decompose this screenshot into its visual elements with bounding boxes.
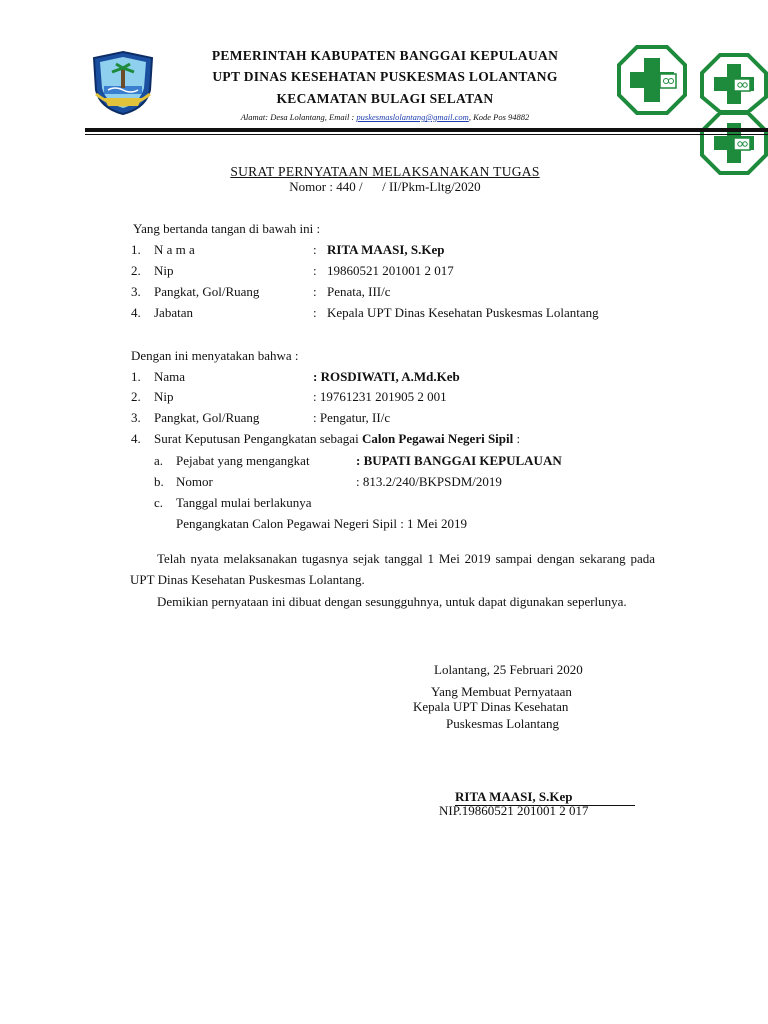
signer-num-4: 4.	[131, 305, 141, 320]
signer-sep-4: :	[313, 305, 317, 320]
sk-item-b-label: Nomor	[176, 474, 213, 489]
subject-intro: Dengan ini menyatakan bahwa :	[131, 348, 299, 363]
signature-line-3: Puskesmas Lolantang	[446, 716, 560, 731]
header-line-2: UPT DINAS KESEHATAN PUSKESMAS LOLANTANG	[212, 69, 558, 84]
sk-item-a-label: Pejabat yang mengangkat	[176, 453, 310, 468]
signer-value-nip: 19860521 201001 2 017	[327, 263, 454, 278]
sk-item-c-line2: Pengangkatan Calon Pegawai Negeri Sipil : 1 Mei 2019	[176, 516, 468, 531]
sk-item-a-value: : BUPATI BANGGAI KEPULAUAN	[356, 453, 562, 468]
sk-text-bold: Calon Pegawai Negeri Sipil	[361, 431, 514, 446]
email-link[interactable]: puskesmaslolantang@gmail.com	[356, 112, 469, 122]
signer-label-position: Jabatan	[154, 305, 193, 320]
header-line-1: PEMERINTAH KABUPATEN BANGGAI KEPULAUAN	[211, 48, 559, 63]
puskesmas-logo-3	[700, 110, 768, 176]
signer-label-rank: Pangkat, Gol/Ruang	[154, 284, 260, 299]
signer-value-name: RITA MAASI, S.Kep	[327, 242, 445, 257]
signer-label-nip: Nip	[154, 263, 174, 278]
signer-intro: Yang bertanda tangan di bawah ini :	[133, 221, 321, 236]
signer-value-rank: Penata, III/c	[327, 284, 391, 299]
header-divider-thin	[85, 134, 768, 135]
sk-text-prefix: Surat Keputusan Pengangkatan sebagai	[154, 431, 359, 446]
regency-emblem	[88, 50, 158, 116]
puskesmas-logo-1	[616, 44, 688, 116]
header-address	[150, 112, 620, 122]
sk-text-suffix: :	[516, 431, 521, 446]
signer-sep-2: :	[313, 263, 317, 278]
signer-value-position: Kepala UPT Dinas Kesehatan Puskesmas Lolantang	[327, 305, 599, 320]
signer-num-1: 1.	[131, 242, 141, 257]
signer-num-2: 2.	[131, 263, 141, 278]
signer-sep-1: :	[313, 242, 317, 257]
header-divider-thick	[85, 128, 768, 132]
subject-num-3: 3.	[131, 410, 141, 425]
address-prefix: Alamat: Desa Lolantang, Email :	[240, 112, 355, 122]
header-line-3: KECAMATAN BULAGI SELATAN	[276, 91, 494, 106]
address-suffix: , Kode Pos 94882	[468, 112, 530, 122]
signature-line-1: Yang Membuat Pernyataan	[431, 684, 572, 699]
subject-value-rank: : Pengatur, II/c	[313, 410, 391, 425]
puskesmas-logo-2	[700, 52, 768, 112]
statement-paragraph: Telah nyata melaksanakan tugasnya sejak tanggal 1 Mei 2019 sampai dengan sekarang pada UPT Dinas Kesehatan Puskesmas Lolantang.	[130, 551, 655, 587]
document-title: SURAT PERNYATAAN MELAKSANAKAN TUGAS	[230, 164, 540, 179]
signer-num-3: 3.	[131, 284, 141, 299]
subject-num-2: 2.	[131, 389, 141, 404]
place-date: Lolantang, 25 Februari 2020	[434, 662, 583, 677]
closing-paragraph: Demikian pernyataan ini dibuat dengan sesungguhnya, untuk dapat digunakan seperlunya.	[157, 594, 627, 609]
sk-item-c-letter: c.	[154, 495, 164, 510]
document-number: Nomor : 440 / / II/Pkm-Lltg/2020	[289, 179, 481, 194]
signatory-nip: NIP.19860521 201001 2 017	[439, 803, 589, 818]
sk-item-a-letter: a.	[154, 453, 164, 468]
signer-sep-3: :	[313, 284, 317, 299]
sk-item-b-value: : 813.2/240/BKPSDM/2019	[356, 474, 502, 489]
subject-label-name: Nama	[154, 369, 186, 384]
sk-line	[154, 431, 520, 447]
subject-label-rank: Pangkat, Gol/Ruang	[154, 410, 260, 425]
subject-label-nip: Nip	[154, 389, 174, 404]
subject-value-name: : ROSDIWATI, A.Md.Keb	[313, 369, 460, 384]
subject-num-1: 1.	[131, 369, 141, 384]
signatory-name-text: RITA MAASI, S.Kep	[455, 789, 573, 804]
signer-label-name: N a m a	[154, 242, 195, 257]
sk-item-c-label: Tanggal mulai berlakunya	[176, 495, 312, 510]
signature-line-2: Kepala UPT Dinas Kesehatan	[413, 699, 569, 714]
sk-item-b-letter: b.	[154, 474, 164, 489]
subject-value-nip: : 19761231 201905 2 001	[313, 389, 447, 404]
sk-num: 4.	[131, 431, 141, 446]
